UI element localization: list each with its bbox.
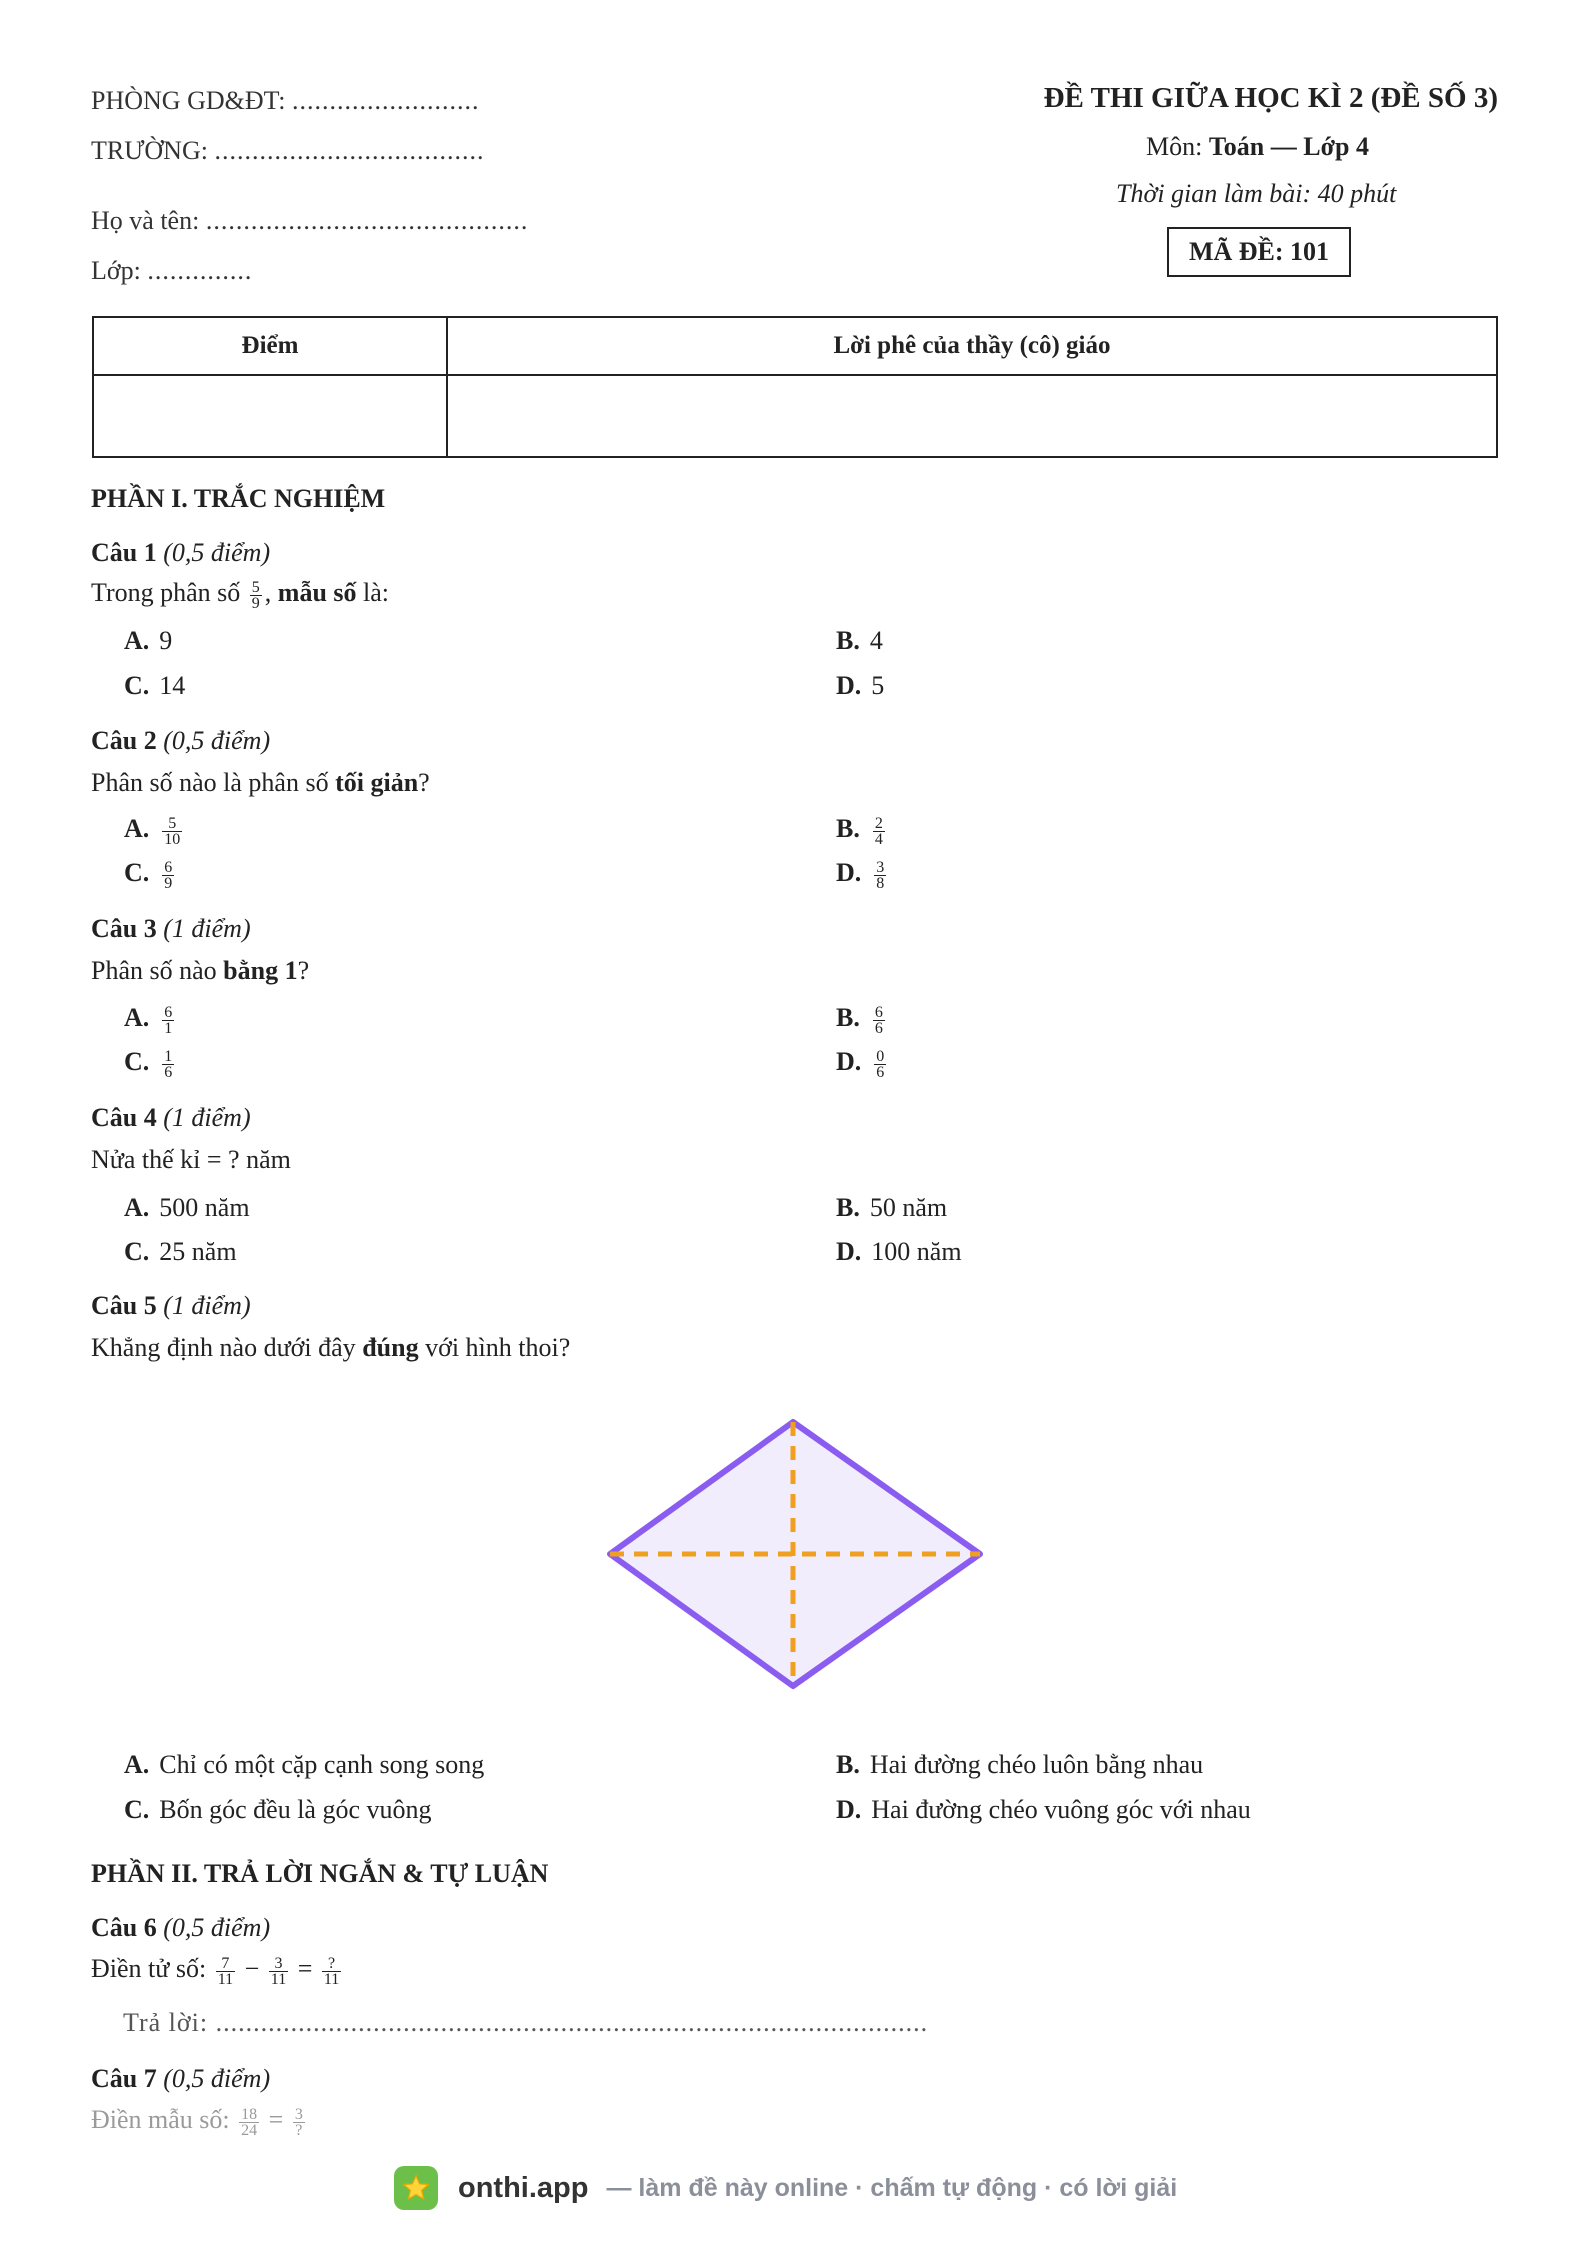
question-6-text: Điền tử số: $\frac{7}{11}$ − $\frac{3}{11}$ = $\frac{?}{11}$ xyxy=(91,1954,340,1988)
rhombus-figure xyxy=(600,1412,990,1690)
q3-option-c[interactable]: C. $\frac{1}{6}$ xyxy=(124,1047,173,1081)
question-7-text: Điền mẫu số: $\frac{18}{24}$ = $\frac{3}{?}$ xyxy=(91,2105,303,2139)
q2-option-b[interactable]: B. $\frac{2}{4}$ xyxy=(836,814,883,848)
student-name-field: Họ và tên: ........................................... xyxy=(91,206,529,235)
exam-code-box: MÃ ĐỀ: 101 xyxy=(1167,227,1351,277)
q1-option-b[interactable]: B. 4 xyxy=(836,626,883,655)
duration-line: Thời gian làm bài: 40 phút xyxy=(1116,179,1397,208)
brand-name[interactable]: onthi.app xyxy=(458,2171,589,2204)
score-cell xyxy=(93,375,447,457)
question-4-text: Nửa thế kỉ = ? năm xyxy=(91,1145,291,1174)
question-3-heading: Câu 3 (1 điểm) xyxy=(91,914,251,943)
brand-tagline: — làm đề này online · chấm tự động · có lời giải xyxy=(606,2173,1178,2202)
question-2-text: Phân số nào là phân số tối giản? xyxy=(91,768,430,797)
q2-option-c[interactable]: C. $\frac{6}{9}$ xyxy=(124,858,173,892)
q1-option-a[interactable]: A. 9 xyxy=(124,626,173,655)
q2-option-a[interactable]: A. $\frac{5}{10}$ xyxy=(124,814,181,848)
part1-title: PHẦN I. TRẮC NGHIỆM xyxy=(91,484,386,513)
department-field: PHÒNG GD&ĐT: ......................... xyxy=(91,86,480,115)
question-3-text: Phân số nào bằng 1? xyxy=(91,956,310,985)
q5-option-a[interactable]: A. Chỉ có một cặp cạnh song song xyxy=(124,1750,485,1779)
q4-option-a[interactable]: A. 500 năm xyxy=(124,1193,250,1222)
q1-option-d[interactable]: D. 5 xyxy=(836,671,885,700)
question-6-heading: Câu 6 (0,5 điểm) xyxy=(91,1913,271,1942)
q5-option-c[interactable]: C. Bốn góc đều là góc vuông xyxy=(124,1795,432,1824)
question-5-heading: Câu 5 (1 điểm) xyxy=(91,1291,251,1320)
comment-header: Lời phê của thầy (cô) giáo xyxy=(447,317,1497,375)
question-2-heading: Câu 2 (0,5 điểm) xyxy=(91,726,271,755)
question-4-heading: Câu 4 (1 điểm) xyxy=(91,1103,251,1132)
q4-option-d[interactable]: D. 100 năm xyxy=(836,1237,962,1266)
promo-banner[interactable] xyxy=(394,2164,1177,2212)
class-field: Lớp: .............. xyxy=(91,256,253,285)
q4-option-b[interactable]: B. 50 năm xyxy=(836,1193,948,1222)
score-table xyxy=(92,316,1498,458)
q1-option-c[interactable]: C. 14 xyxy=(124,671,186,700)
question-1-heading: Câu 1 (0,5 điểm) xyxy=(91,538,271,567)
question-5-text: Khẳng định nào dưới đây đúng với hình thoi? xyxy=(91,1333,571,1362)
star-icon xyxy=(394,2166,438,2210)
q3-option-a[interactable]: A. $\frac{6}{1}$ xyxy=(124,1003,173,1037)
q2-option-d[interactable]: D. $\frac{3}{8}$ xyxy=(836,858,885,892)
fraction: $\frac{5}{9}$ xyxy=(251,578,260,612)
q5-option-d[interactable]: D. Hai đường chéo vuông góc với nhau xyxy=(836,1795,1251,1824)
q5-option-b[interactable]: B. Hai đường chéo luôn bằng nhau xyxy=(836,1750,1204,1779)
exam-title: ĐỀ THI GIỮA HỌC KÌ 2 (ĐỀ SỐ 3) xyxy=(1043,82,1498,114)
comment-cell xyxy=(447,375,1497,457)
q3-option-b[interactable]: B. $\frac{6}{6}$ xyxy=(836,1003,883,1037)
question-1-text: Trong phân số $\frac{5}{9}$ , mẫu số là: xyxy=(91,578,390,612)
q3-option-d[interactable]: D. $\frac{0}{6}$ xyxy=(836,1047,885,1081)
q6-answer-line[interactable]: Trả lời: ............................................................................................... xyxy=(123,2008,929,2037)
part2-title: PHẦN II. TRẢ LỜI NGẮN & TỰ LUẬN xyxy=(91,1859,549,1888)
score-header: Điểm xyxy=(93,317,447,375)
question-7-heading: Câu 7 (0,5 điểm) xyxy=(91,2064,271,2093)
q4-option-c[interactable]: C. 25 năm xyxy=(124,1237,237,1266)
school-field: TRƯỜNG: .................................... xyxy=(91,136,485,165)
subject-line: Môn: Toán — Lớp 4 xyxy=(1146,132,1369,161)
